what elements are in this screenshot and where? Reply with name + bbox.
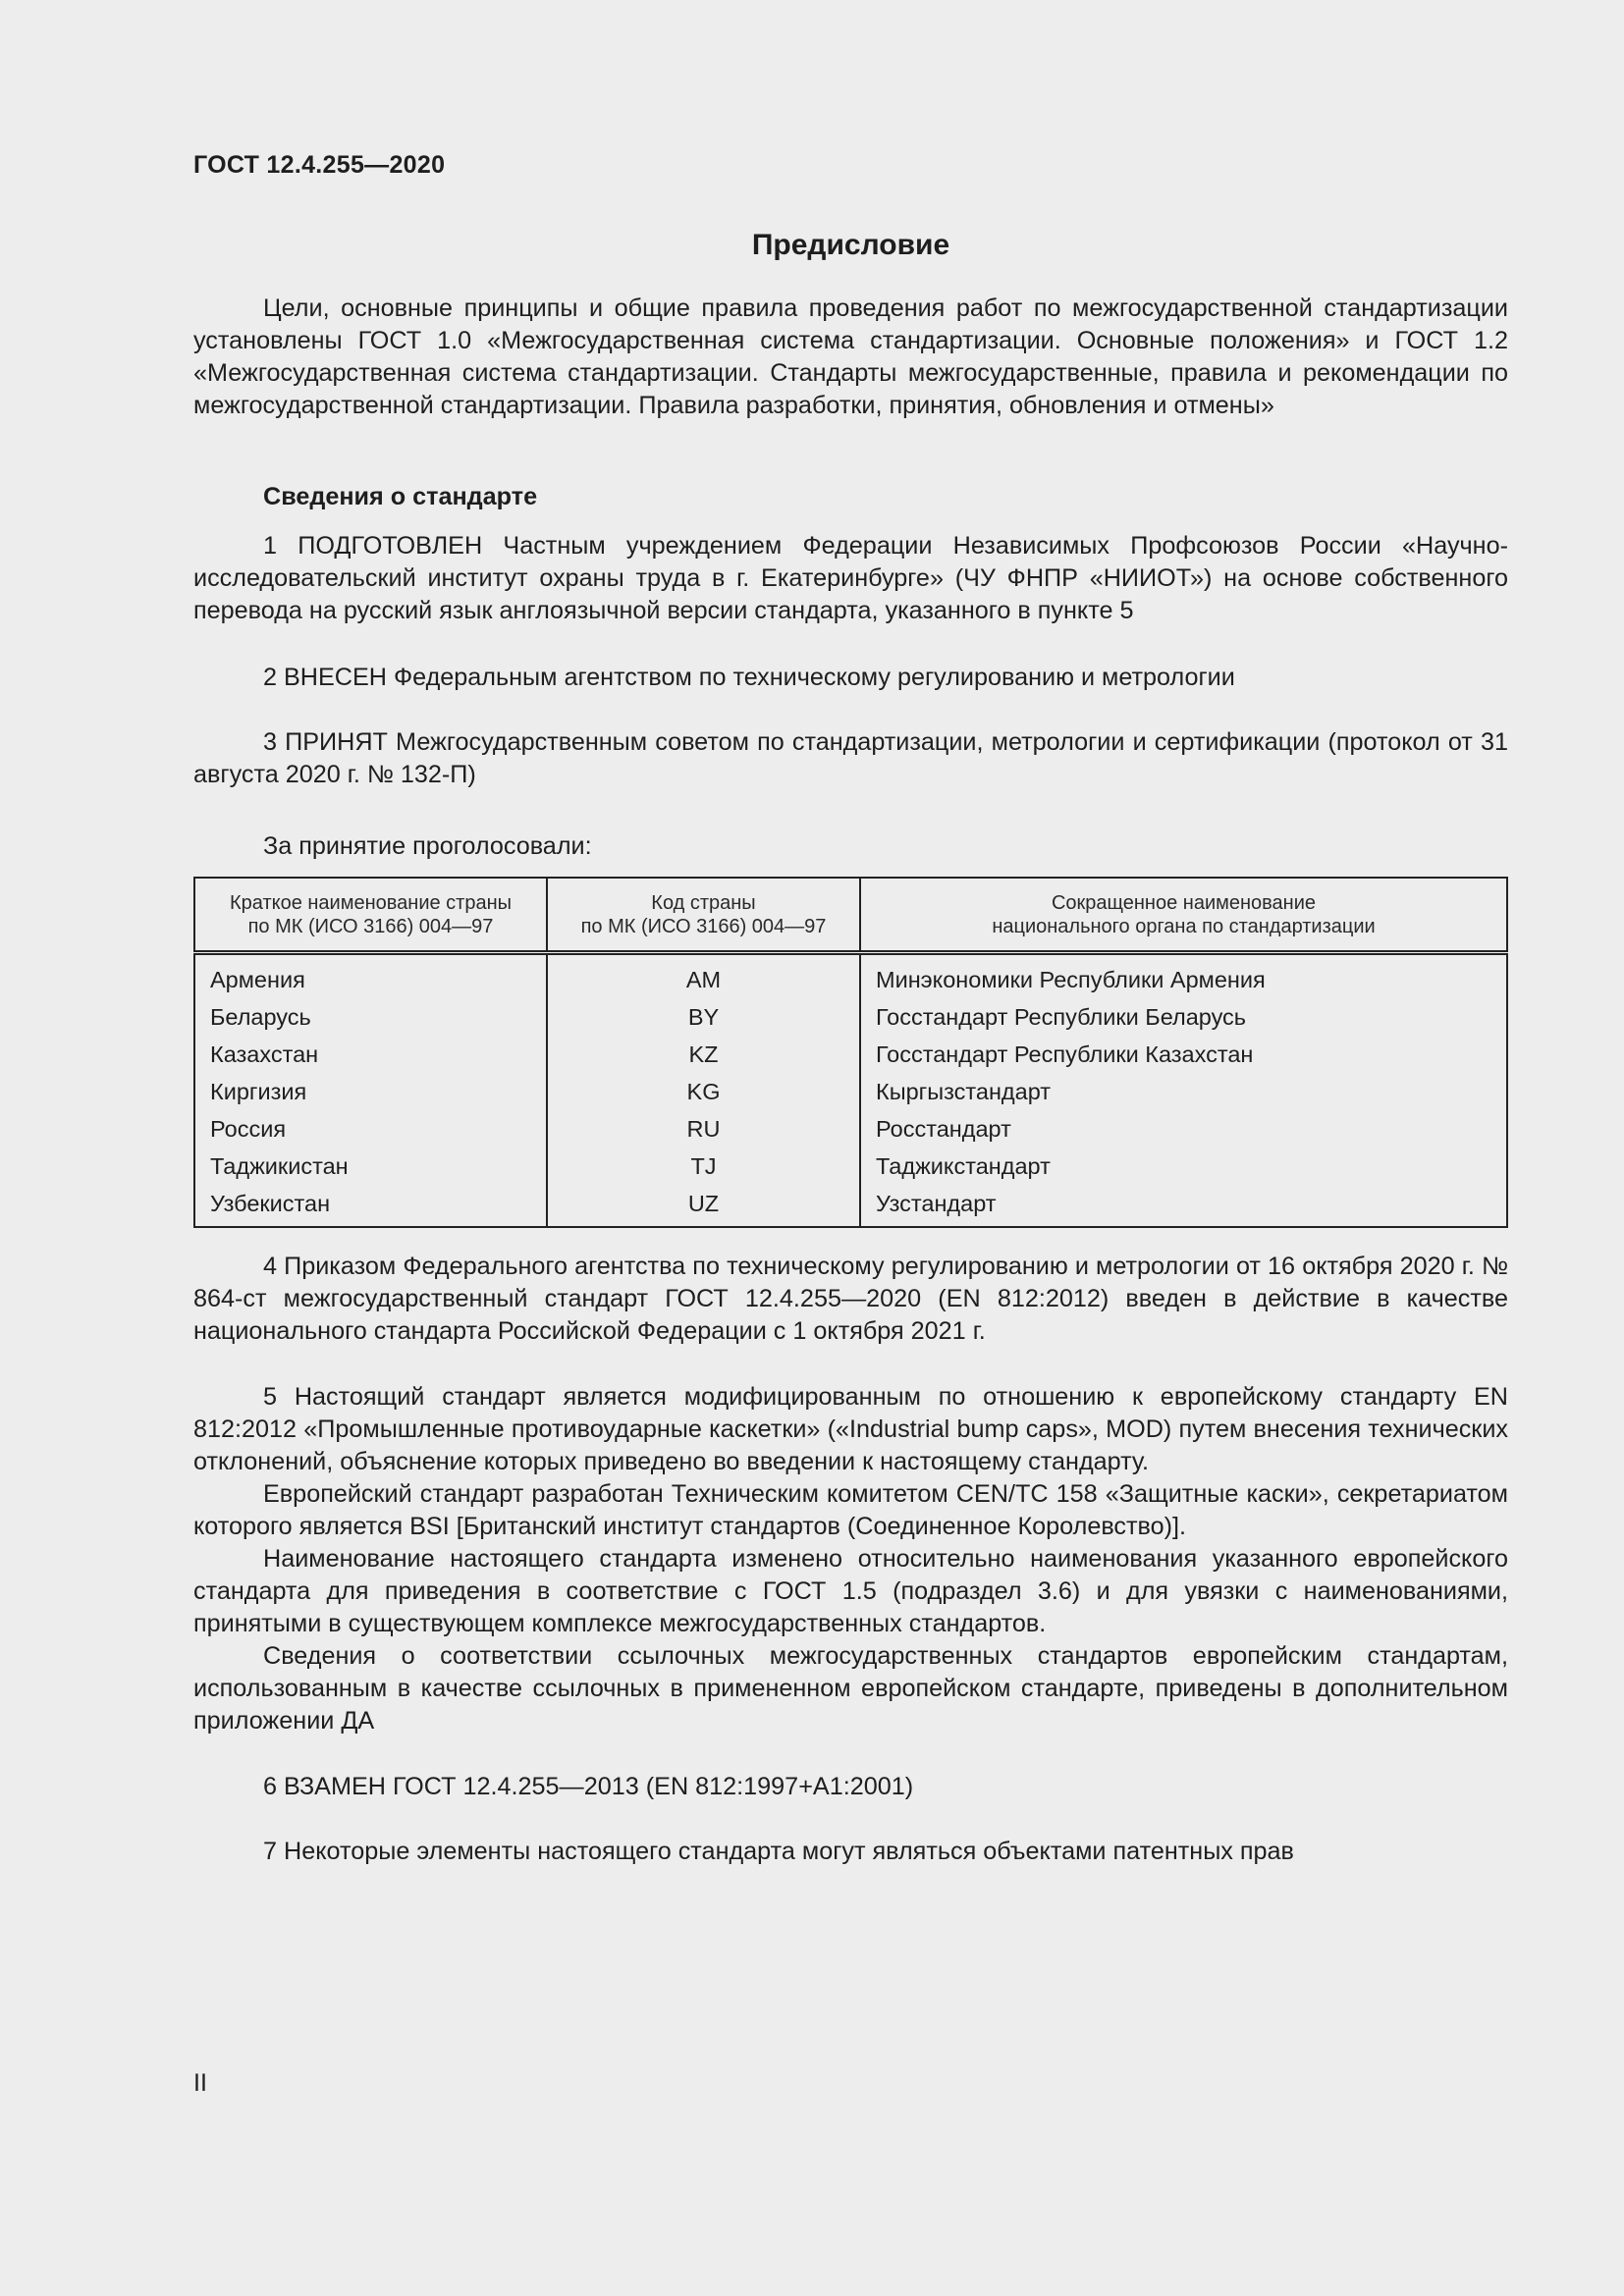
item-5-paragraph-3: Наименование настоящего стандарта изменено относительно наименования указанного европейского стандарта для приведения в соответствие с ГОСТ 1.5 (подраздел 3.6) и для увязки с наименованиями, принятыми в существующем комплексе межгосударственных стандартов.	[193, 1545, 1508, 1637]
item-5-paragraph-2: Европейский стандарт разработан Техническим комитетом CEN/TC 158 «Защитные каски», секретариатом которого является BSI [Британский институт стандартов (Соединенное Королевство)].	[193, 1480, 1508, 1540]
country-code-cell: KG	[547, 1073, 860, 1110]
table-row	[194, 1036, 1507, 1073]
table-header-line: Код страны	[651, 891, 756, 914]
page-number: II	[193, 2069, 207, 2097]
standards-body-cell: Росстандарт	[860, 1110, 1507, 1148]
country-code-cell: UZ	[547, 1185, 860, 1227]
country-code-cell: KZ	[547, 1036, 860, 1073]
table-row	[194, 953, 1507, 999]
intro-paragraph: Цели, основные принципы и общие правила проведения работ по межгосударственной стандартизации установлены ГОСТ 1.0 «Межгосударственная система стандартизации. Основные положения» и ГОСТ 1.2 «Межгосударственная система стандартизации. Стандарты межгосударственные, правила и рекомендации по межгосударственной стандартизации. Правила разработки, принятия, обновления и отмены»	[193, 294, 1508, 419]
document-code: ГОСТ 12.4.255—2020	[193, 151, 446, 179]
table-body	[194, 953, 1507, 1228]
item-4-paragraph: 4 Приказом Федерального агентства по техническому регулированию и метрологии от 16 октября 2020 г. № 864-ст межгосударственный стандарт ГОСТ 12.4.255—2020 (EN 812:2012) введен в действие в качестве национального стандарта Российской Федерации с 1 октября 2021 г.	[193, 1253, 1508, 1345]
table-row	[194, 1185, 1507, 1227]
standards-body-cell: Госстандарт Республики Беларусь	[860, 998, 1507, 1036]
item-6-paragraph: 6 ВЗАМЕН ГОСТ 12.4.255—2013 (EN 812:1997+А1:2001)	[263, 1773, 914, 1800]
document-page	[193, 145, 1508, 1865]
country-name-cell: Казахстан	[210, 1041, 319, 1067]
country-code-cell: BY	[547, 998, 860, 1036]
item-5-paragraph-4: Сведения о соответствии ссылочных межгосударственных стандартов европейским стандартам, использованным в качестве ссылочных в примененном европейском стандарте, приведены в дополнительном приложении ДА	[193, 1642, 1508, 1735]
standard-info-heading: Сведения о стандарте	[263, 483, 538, 510]
country-name-cell: Таджикистан	[210, 1152, 349, 1179]
table-header-line: Краткое наименование страны	[229, 891, 513, 914]
item-7-paragraph: 7 Некоторые элементы настоящего стандарта могут являться объектами патентных прав	[263, 1838, 1294, 1865]
table-row	[194, 998, 1507, 1036]
standards-body-cell: Узстандарт	[860, 1185, 1507, 1227]
table-header-line: национального органа по стандартизации	[992, 915, 1376, 937]
standards-body-cell: Госстандарт Республики Казахстан	[860, 1036, 1507, 1073]
votes-intro: За принятие проголосовали:	[263, 832, 592, 860]
standards-body-cell: Таджикстандарт	[860, 1148, 1507, 1185]
country-name-cell: Киргизия	[210, 1078, 307, 1104]
table-row	[194, 1148, 1507, 1185]
table-header-cell	[860, 878, 1507, 953]
table-row	[194, 1073, 1507, 1110]
country-name-cell: Россия	[210, 1115, 287, 1142]
country-code-cell: RU	[547, 1110, 860, 1148]
item-2-paragraph: 2 ВНЕСЕН Федеральным агентством по техническому регулированию и метрологии	[263, 664, 1235, 691]
item-3-paragraph: 3 ПРИНЯТ Межгосударственным советом по стандартизации, метрологии и сертификации (протокол от 31 августа 2020 г. № 132-П)	[193, 728, 1508, 788]
standards-body-cell: Минэкономики Республики Армения	[860, 953, 1507, 999]
item-5-paragraph: 5 Настоящий стандарт является модифицированным по отношению к европейскому стандарту EN 812:2012 «Промышленные противоударные каскетки» («Industrial bump caps», MOD) путем внесения технических отклонений, объяснение которых приведено во введении к настоящему стандарту.	[193, 1383, 1508, 1475]
table-header-cell	[547, 878, 860, 953]
country-name-cell: Узбекистан	[210, 1190, 331, 1216]
table-header-line: по МК (ИСО 3166) 004—97	[247, 915, 494, 937]
page-title: Предисловие	[751, 229, 950, 261]
country-name-cell: Беларусь	[210, 1003, 311, 1030]
country-code-cell: TJ	[547, 1148, 860, 1185]
table-header-row	[194, 878, 1507, 953]
item-1-paragraph: 1 ПОДГОТОВЛЕН Частным учреждением Федерации Независимых Профсоюзов России «Научно-исследовательский институт охраны труда в г. Екатеринбурге» (ЧУ ФНПР «НИИОТ») на основе собственного перевода на русский язык англоязычной версии стандарта, указанного в пункте 5	[193, 532, 1508, 624]
table-row	[194, 1110, 1507, 1148]
country-name-cell: Армения	[210, 966, 305, 992]
table-header-line: по МК (ИСО 3166) 004—97	[580, 915, 827, 937]
table-header-cell	[194, 878, 547, 953]
table-header-line: Сокращенное наименование	[1051, 891, 1317, 914]
voting-countries-table	[193, 877, 1508, 1228]
standards-body-cell: Кыргызстандарт	[860, 1073, 1507, 1110]
country-code-cell: AM	[547, 953, 860, 999]
